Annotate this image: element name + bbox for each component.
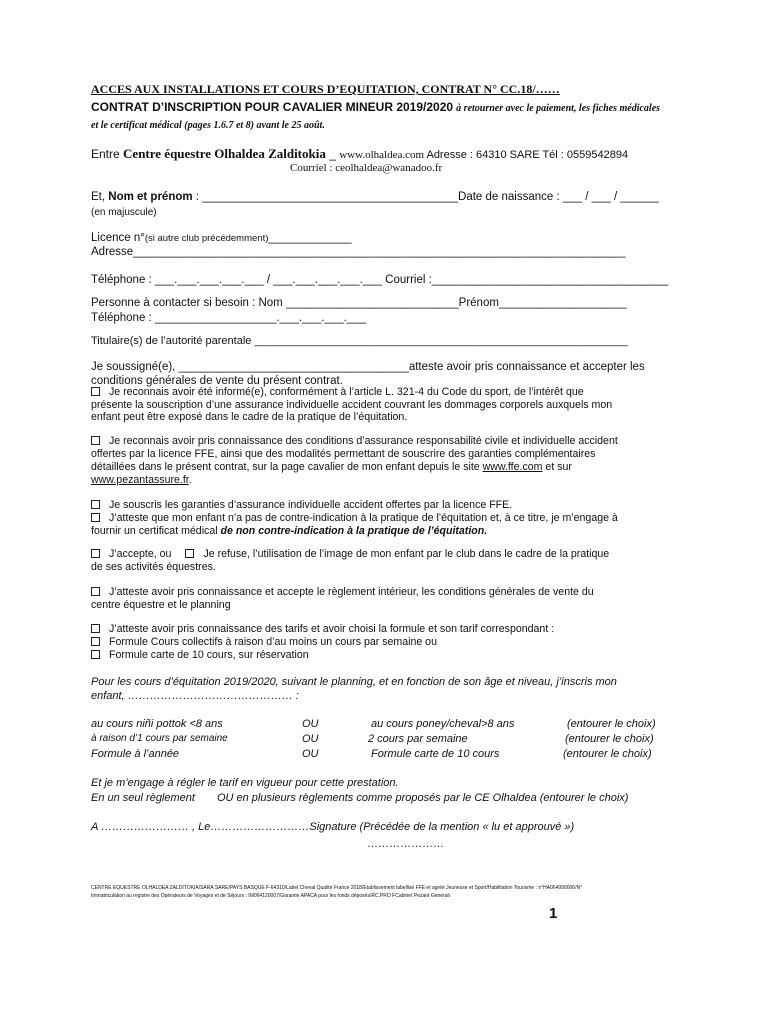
declaration-line1: Je soussigné(e), ____________________________________atteste avoir pris connaissance et accepter les [91, 361, 645, 373]
formule2-line [91, 649, 309, 662]
nom-field[interactable]: : ________________________________________Date de naissance : ___ / ___ / ______ [192, 191, 659, 203]
formule1-text: Formule Cours collectifs à raison d’au moins un cours par semaine ou [109, 636, 437, 648]
tarifs-checkbox[interactable] [91, 624, 100, 633]
telephone-field[interactable]: Téléphone : ___.___.___.___.___ / ___.___.___.___.___ Courriel :_____________________________________ [91, 274, 669, 286]
accepte-text: J’accepte, ou [109, 548, 172, 560]
tarifs-line [91, 623, 554, 636]
accepte-checkbox[interactable] [91, 549, 100, 558]
payment-single[interactable]: En un seul règlement [91, 792, 195, 804]
pezant-link[interactable]: www.pezantassure.fr [91, 474, 189, 486]
ffe-line2: offertes par la licence FFE, ainsi que des modalités permettant de souscrire des garanties complémentaires [91, 448, 596, 460]
note-line2: et le certificat médical (pages 1.6.7 et 8) avant le 25 août. [91, 120, 325, 131]
contract-subtitle: CONTRAT D’INSCRIPTION POUR CAVALIER MINEUR 2019/2020 [91, 100, 454, 114]
course-row-3-left[interactable]: Formule à l’année [91, 748, 180, 760]
informed-line1 [91, 386, 584, 399]
licence-label: Licence n° [91, 232, 145, 244]
course-row-2-left[interactable]: à raison d’1 cours par semaine [91, 733, 228, 744]
souscris-checkbox[interactable] [91, 500, 100, 509]
licence-field[interactable]: _____________ [268, 232, 352, 244]
majuscule-note: (en majuscule) [91, 207, 157, 218]
informed-text1: Je reconnais avoir été informé(e), conformément à l’article L. 321-4 du Code du sport, de l’intérêt que [109, 386, 584, 398]
image-line1 [91, 548, 609, 561]
course-row-2-ou: OU [302, 733, 319, 745]
course-row-3-ou: OU [302, 748, 319, 760]
contact-field[interactable]: Personne à contacter si besoin : Nom ___________________________Prénom____________________ [91, 297, 627, 309]
atteste-checkbox[interactable] [91, 513, 100, 522]
ffe-checkbox[interactable] [91, 436, 100, 445]
contact-tel-field[interactable]: Téléphone : ___________________.___.___.___.___ [91, 312, 366, 324]
nom-line [91, 190, 659, 204]
adresse-field[interactable]: Adresse_____________________________________________________________________________ [91, 246, 626, 258]
atteste-text2: fournir un certificat médical [91, 525, 221, 537]
informed-checkbox[interactable] [91, 387, 100, 396]
centre-web: www.olhaldea.com [339, 149, 425, 161]
tarifs-text: J’atteste avoir pris connaissance des tarifs et avoir choisi la formule et son tarif correspondant : [109, 623, 555, 635]
declaration-line2: conditions générales de vente du présent contrat. [91, 375, 343, 387]
centre-address: Adresse : 64310 SARE Tél : 0559542894 [424, 149, 629, 161]
atteste-bold: de non contre-indication à la pratique de l’équitation. [220, 525, 488, 537]
souscris-text: Je souscris les garanties d’assurance individuelle accident offertes par la licence FFE. [109, 499, 513, 511]
contract-subtitle-line [91, 100, 660, 116]
contract-title: ACCES AUX INSTALLATIONS ET COURS D’EQUITATION, CONTRAT N° CC.18/…… [91, 82, 560, 96]
centre-name: Centre équestre Olhaldea Zalditokia [123, 146, 326, 161]
ffe-line1 [91, 435, 618, 448]
atteste-line2 [91, 525, 487, 538]
licence-line [91, 231, 352, 245]
signature-line[interactable]: A …………………… , Le………………………Signature (Précédée de la mention « lu et approuvé ») [91, 821, 575, 833]
titulaires-field[interactable]: Titulaire(s) de l’autorité parentale _____________________________________________________________ [91, 335, 628, 347]
formule2-checkbox[interactable] [91, 650, 100, 659]
formule2-text: Formule carte de 10 cours, sur réservation [109, 649, 309, 661]
et-label: Et, [91, 191, 109, 203]
course-row-1-choice: (entourer le choix) [567, 718, 656, 730]
payment-line [91, 792, 628, 805]
centre-sep: _ [325, 147, 340, 161]
course-row-1-right[interactable]: au cours poney/cheval>8 ans [371, 718, 515, 730]
formule1-checkbox[interactable] [91, 637, 100, 646]
course-row-2-right[interactable]: 2 cours par semaine [368, 733, 468, 745]
formule1-line [91, 636, 437, 649]
atteste-line1 [91, 512, 618, 525]
page-number: 1 [549, 905, 558, 922]
course-row-3-choice: (entourer le choix) [563, 748, 652, 760]
informed-line2: présente la souscription d’une assurance individuelle accident couvrant les dommages corporels auxquels mon [91, 399, 613, 411]
signature-dots: ………………… [367, 838, 444, 850]
payment-multiple[interactable]: OU en plusieurs règlements comme proposés par le CE Olhaldea (entourer le choix) [216, 792, 629, 804]
pezant-end: . [188, 474, 192, 486]
subtitle-note: à retourner avec le paiement, les fiches médicales [456, 103, 661, 114]
souscris-line [91, 499, 512, 512]
ffe-line3 [91, 461, 572, 474]
courses-intro1: Pour les cours d’équitation 2019/2020, suivant le planning, et en fonction de son âge et niveau, j’inscris mon [91, 676, 617, 688]
ffe-text3b: et sur [542, 461, 572, 473]
courses-intro2: enfant, ……………………………………… : [91, 690, 299, 702]
licence-small: (si autre club précédemment) [144, 233, 269, 244]
refuse-checkbox[interactable] [185, 549, 194, 558]
reglement-line1 [91, 586, 594, 599]
ffe-link[interactable]: www.ffe.com [482, 461, 543, 473]
course-row-1-left[interactable]: au cours niñi pottok <8 ans [91, 718, 223, 730]
nom-label: Nom et prénom [108, 191, 193, 203]
parties-line [91, 146, 628, 162]
reglement-checkbox[interactable] [91, 587, 100, 596]
atteste-text1: J’atteste que mon enfant n’a pas de contre-indication à la pratique de l’équitation et, à ce titre, je m’engage à [109, 512, 618, 524]
informed-line3: enfant peut être exposé dans le cadre de la pratique de l’équitation. [91, 411, 408, 423]
image-line2: de ses activités équestres. [91, 561, 216, 573]
refuse-text: Je refuse, l’utilisation de l’image de mon enfant par le club dans le cadre de la pratique [203, 548, 610, 560]
centre-email: Courriel : ceolhaldea@wanadoo.fr [290, 162, 443, 174]
engage-line: Et je m’engage à régler le tarif en vigueur pour cette prestation. [91, 777, 399, 789]
reglement-text1: J’atteste avoir pris connaissance et accepte le règlement intérieur, les conditions générales de vente du [109, 586, 594, 598]
footer-line2: Immatriculation au registre des Opérateurs de Voyages et de Séjours : IM064120007/Garantie APACA pour les fonds déposés/RC.PRO FCabinet Pezant Generali [91, 893, 450, 899]
entre-label: Entre [91, 147, 120, 161]
pezant-line [91, 474, 192, 487]
ffe-text3: détaillées dans le présent contrat, sur la page cavalier de mon enfant depuis le site [91, 461, 483, 473]
course-row-1-ou: OU [302, 718, 319, 730]
course-row-2-choice: (entourer le choix) [565, 733, 654, 745]
footer-line1: CENTRE EQUESTRE OLHALDEA ZALDITOKIA/SARA SARE/PAYS BASQUE F-64310/Label Cheval Qualité France 2018/Etablissement labellisé FFE et agréé Jeunesse et Sport/Habilitation Tourisme : n°HA064990006/N° [91, 885, 583, 891]
course-row-3-right[interactable]: Formule carte de 10 cours [371, 748, 500, 760]
reglement-line2: centre équestre et le planning [91, 599, 231, 611]
ffe-text1: Je reconnais avoir pris connaissance des conditions d’assurance responsabilité civile et individuelle accident [109, 435, 618, 447]
